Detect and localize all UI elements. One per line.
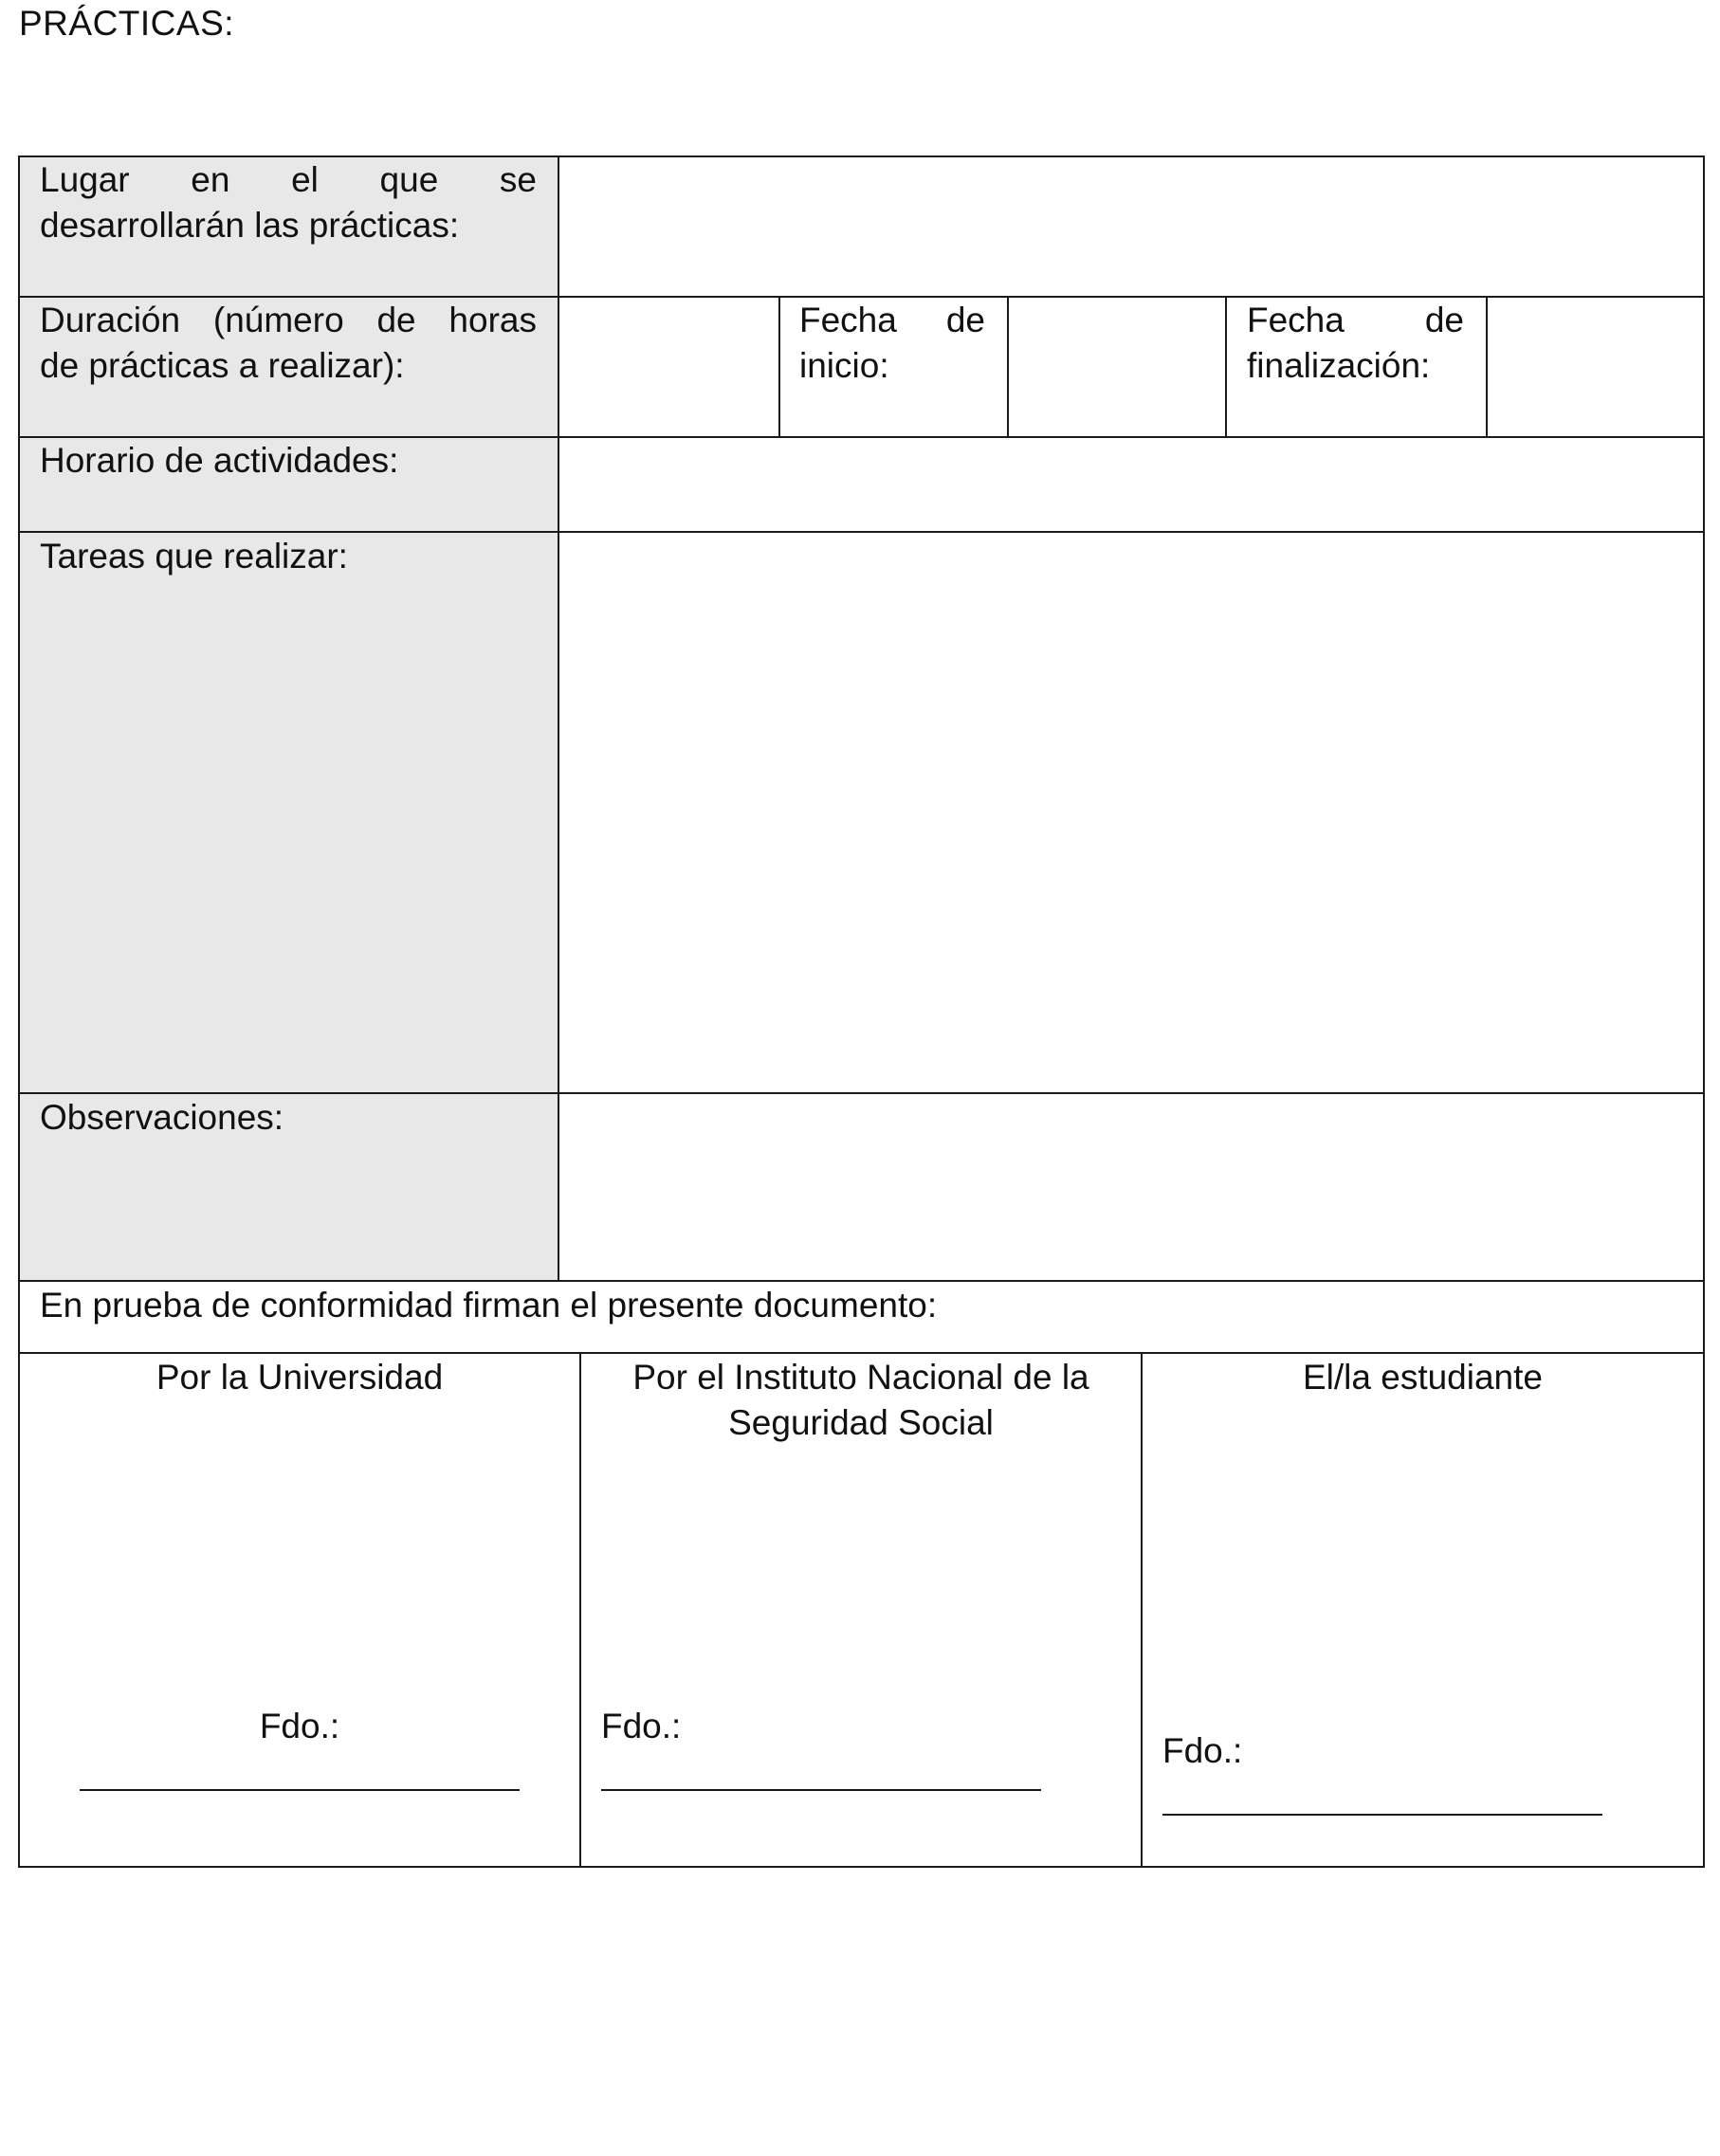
- firma-universidad-line: [80, 1789, 520, 1791]
- firma-estudiante-cell[interactable]: [1141, 1352, 1705, 1868]
- firma-estudiante-title: El/la estudiante: [1302, 1358, 1543, 1397]
- lugar-label-line1: Lugar en el que se: [40, 160, 537, 199]
- observaciones-input-cell[interactable]: [558, 1092, 1705, 1282]
- fecha-inicio-label-line2: inicio:: [799, 346, 889, 385]
- tareas-label: Tareas que realizar:: [40, 537, 348, 576]
- firma-estudiante-fdo: Fdo.:: [1162, 1731, 1243, 1770]
- firma-universidad-title: Por la Universidad: [156, 1358, 444, 1397]
- fecha-fin-label-line2: finalización:: [1247, 346, 1431, 385]
- fecha-inicio-input-cell[interactable]: [1007, 296, 1227, 438]
- fecha-fin-input-cell[interactable]: [1486, 296, 1705, 438]
- duracion-input-cell[interactable]: [558, 296, 780, 438]
- conformidad-text: En prueba de conformidad firman el presente documento:: [40, 1286, 938, 1325]
- duracion-label-line2: de prácticas a realizar):: [40, 346, 405, 385]
- fecha-fin-label-line1: Fecha de: [1247, 301, 1464, 339]
- page-heading: PRÁCTICAS:: [19, 4, 235, 43]
- observaciones-label: Observaciones:: [40, 1098, 284, 1137]
- firma-estudiante-line: [1162, 1814, 1602, 1816]
- lugar-label-line2: desarrollarán las prácticas:: [40, 206, 460, 245]
- lugar-input-cell[interactable]: [558, 155, 1705, 298]
- firma-universidad-fdo: Fdo.:: [259, 1707, 340, 1745]
- horario-input-cell[interactable]: [558, 436, 1705, 533]
- firma-instituto-line: [601, 1789, 1041, 1791]
- tareas-label-cell: [18, 531, 559, 1094]
- fecha-inicio-label-line1: Fecha de: [799, 301, 985, 339]
- horario-label: Horario de actividades:: [40, 441, 399, 480]
- firma-instituto-fdo: Fdo.:: [601, 1707, 682, 1745]
- duracion-label-line1: Duración (número de horas: [40, 301, 537, 339]
- tareas-input-cell[interactable]: [558, 531, 1705, 1094]
- firma-instituto-title: Por el Instituto Nacional de la Seguridad Social: [632, 1358, 1089, 1442]
